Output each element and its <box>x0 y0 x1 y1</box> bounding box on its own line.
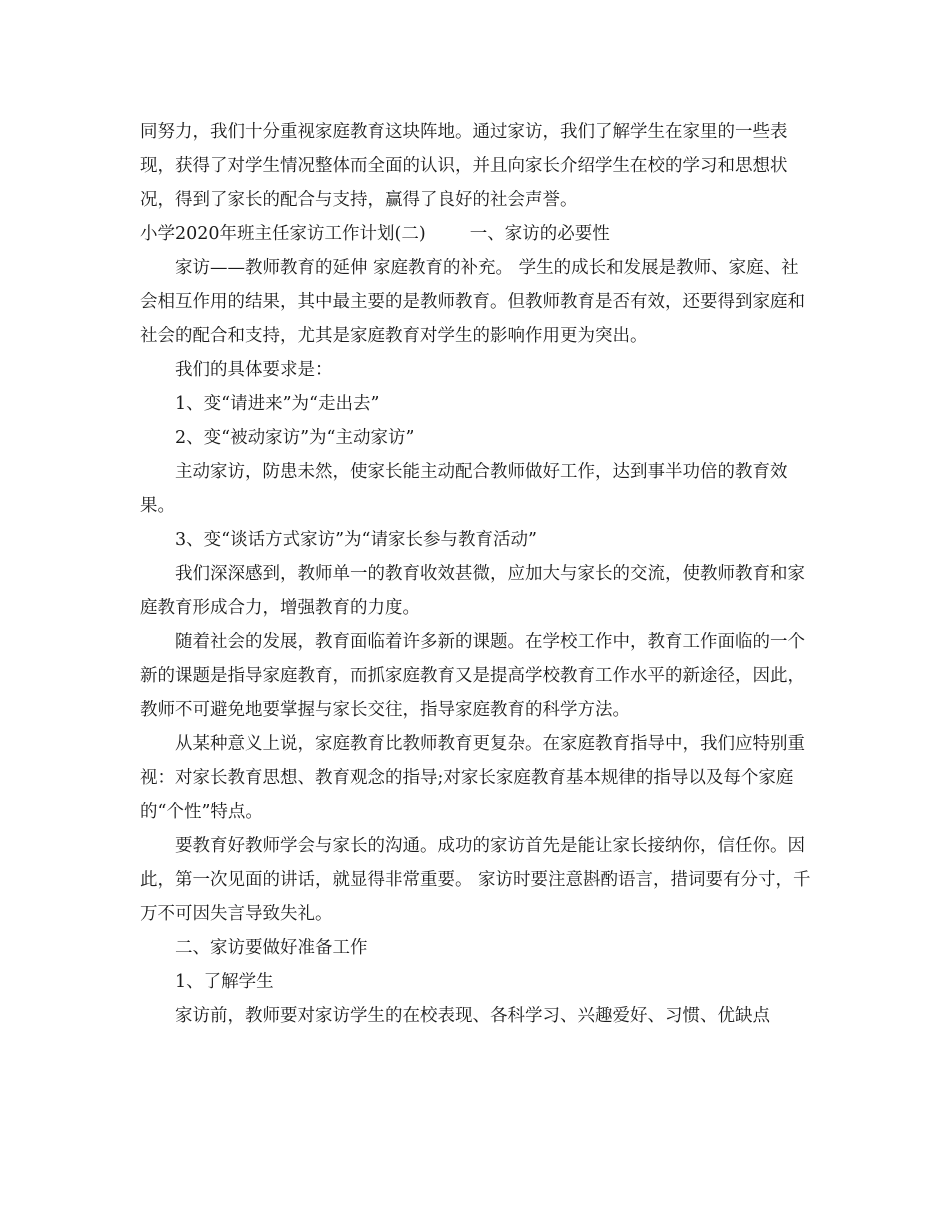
section-heading-necessity: 一、家访的必要性 <box>469 224 610 244</box>
paragraph-5: 随着社会的发展，教育面临着许多新的课题。在学校工作中，教育工作面临的一个新的课题是指导家庭教育，而抓家庭教育又是提高学校教育工作水平的新途径，因此，教师不可避免地要掌握与家长交往，指导家庭教育的科学方法。 <box>140 632 805 720</box>
document-title: 小学2020年班主任家访工作计划(二) <box>140 224 426 244</box>
paragraph-7: 要教育好教师学会与家长的沟通。成功的家访首先是能让家长接纳你，信任你。因此，第一次见面的讲话，就显得非常重要。 家访时要注意斟酌语言，措词要有分寸，千万不可因失言导致失礼。 <box>140 836 811 924</box>
paragraph-2: 我们的具体要求是： <box>175 360 333 380</box>
subsection-heading-understand-students: 1、了解学生 <box>175 972 274 992</box>
intro-paragraph: 同努力，我们十分重视家庭教育这块阵地。通过家访，我们了解学生在家里的一些表现，获得了对学生情况整体而全面的认识，并且向家长介绍学生在校的学习和思想状况，得到了家长的配合与支持，赢得了良好的社会声誉。 <box>140 122 788 210</box>
list-item-1: 1、变“请进来”为“走出去” <box>175 394 380 414</box>
list-item-3: 3、变“谈话方式家访”为“请家长参与教育活动” <box>175 530 537 550</box>
paragraph-3: 主动家访，防患未然，使家长能主动配合教师做好工作，达到事半功倍的教育效果。 <box>140 462 788 516</box>
paragraph-4: 我们深深感到，教师单一的教育收效甚微，应加大与家长的交流，使教师教育和家庭教育形成合力，增强教育的力度。 <box>140 564 805 618</box>
paragraph-6: 从某种意义上说，家庭教育比教师教育更复杂。在家庭教育指导中，我们应特别重视：对家长教育思想、教育观念的指导;对家长家庭教育基本规律的指导以及每个家庭的“个性”特点。 <box>140 734 805 822</box>
paragraph-1: 家访——教师教育的延伸 家庭教育的补充。 学生的成长和发展是教师、家庭、社会相互作用的结果，其中最主要的是教师教育。但教师教育是否有效，还要得到家庭和社会的配合和支持，尤其是家庭教育对学生的影响作用更为突出。 <box>140 258 805 346</box>
document-body <box>140 115 812 1033</box>
section-heading-preparation: 二、家访要做好准备工作 <box>175 938 368 958</box>
paragraph-8: 家访前，教师要对家访学生的在校表现、各科学习、兴趣爱好、习惯、优缺点 <box>175 1006 770 1026</box>
title-line <box>140 217 812 251</box>
list-item-2: 2、变“被动家访”为“主动家访” <box>175 428 415 448</box>
